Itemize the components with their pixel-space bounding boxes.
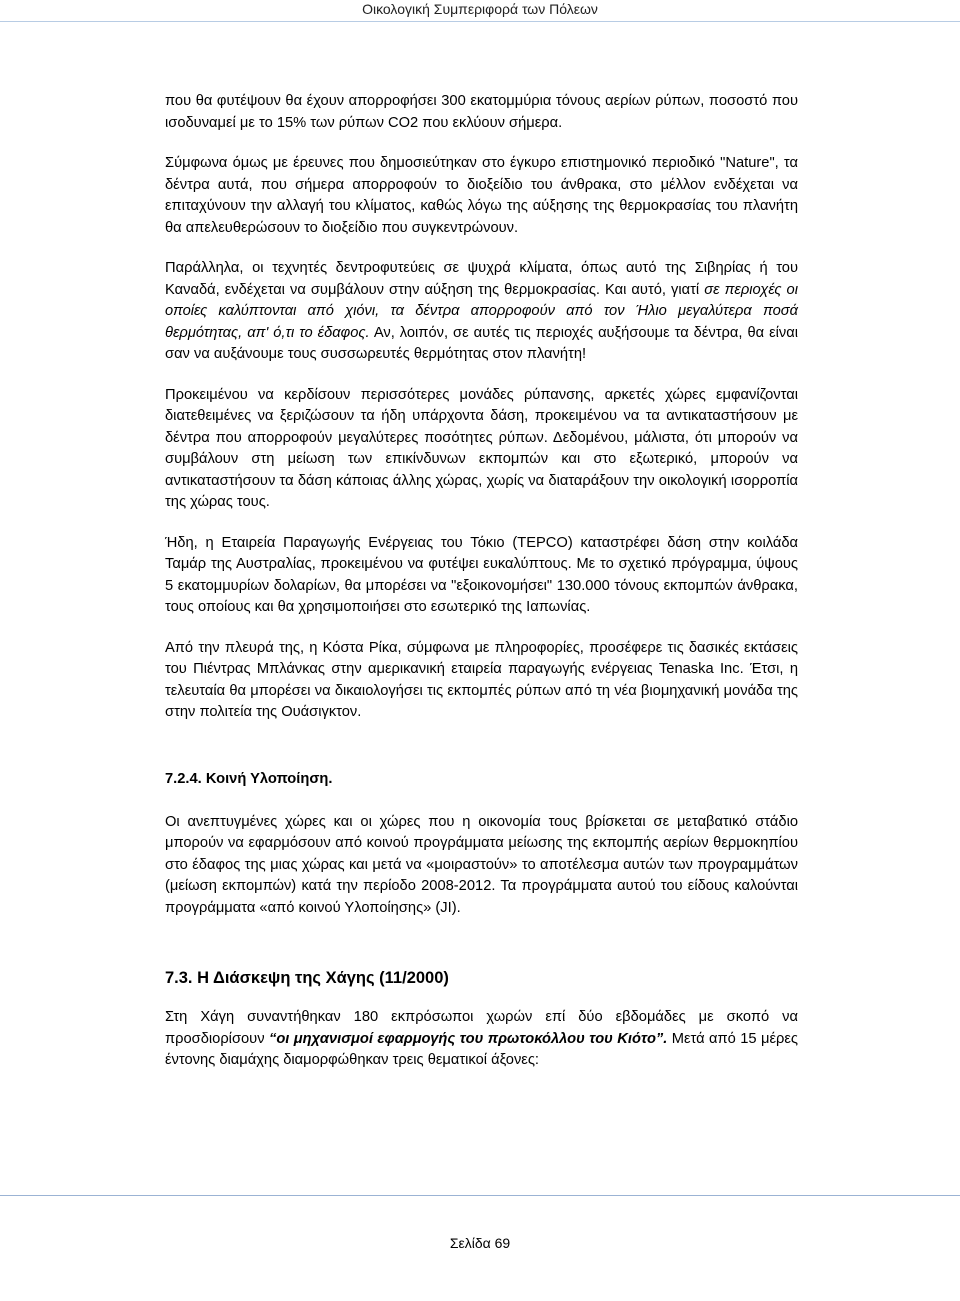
paragraph-1: που θα φυτέψουν θα έχουν απορροφήσει 300 εκατομμύρια τόνους αερίων ρύπων, ποσοστό που ισοδυναμεί με το 15% των ρύπων CO2 που εκλύουν σήμερα.	[165, 93, 798, 131]
paragraph-6: Από την πλευρά της, η Κόστα Ρίκα, σύμφωνα με πληροφορίες, προσέφερε τις δασικές εκτάσεις του Πιέντρας Μπλάνκας στην αμερικανική εταιρεία παραγωγής ενέργειας Tenaska Inc. Έτσι, η τελευταία θα μπορέσει να δικαιολογήσει τις εκπομπές ρύπων από τη νέα βιομηχανική μονάδα της στην πολιτεία της Ουάσιγκτον.	[165, 639, 798, 720]
paragraph-2: Σύμφωνα όμως με έρευνες που δημοσιεύτηκαν στο έγκυρο επιστημονικό περιοδικό "Nature", τα δέντρα αυτά, που σήμερα απορροφούν το διοξείδιο του άνθρακα, στο μέλλον ενδέχεται να επιταχύνουν την αλλαγή του κλίματος, καθώς λόγω της αύξησης της θερμοκρασίας του πλανήτη θα απελευθερώσουν το διοξείδιο που συγκεντρώνουν.	[165, 155, 798, 236]
section-heading-7-2-4: 7.2.4. Κοινή Υλοποίηση.	[165, 770, 333, 787]
section-7-2-4-body: Οι ανεπτυγμένες χώρες και οι χώρες που η οικονομία τους βρίσκεται σε μεταβατικό στάδιο μπορούν να εφαρμόσουν από κοινού προγράμματα μείωσης της εκπομπής αερίων θερμοκηπίου στο έδαφος της μιας χώρας και μετά να «μοιραστούν» το αποτέλεσμα αυτών των προγραμμάτων (μείωση εκπομπών) κατά την περίοδο 2008-2012. Τα προγράμματα αυτού του είδους καλούνται προγράμματα «από κοινού Υλοποίησης» (JI).	[165, 813, 798, 916]
section-7-3-emphasis: “οι μηχανισμοί εφαρμογής του πρωτοκόλλου του Κιότο”.	[268, 1030, 668, 1047]
section-7-3-body	[165, 1007, 798, 1072]
paragraph-5: Ήδη, η Εταιρεία Παραγωγής Ενέργειας του Τόκιο (TEPCO) καταστρέφει δάση στην κοιλάδα Ταμάρ της Αυστραλίας, προκειμένου να φυτέψει ευκαλύπτους. Με το σχετικό πρόγραμμα, ύψους 5 εκατομμυρίων δολαρίων, θα μπορέσει να "εξοικονομήσει" 130.000 τόνους εκπομπών άνθρακα, τους οποίους και θα χρησιμοποιήσει στο εσωτερικό της Ιαπωνίας.	[165, 534, 798, 615]
paragraph-4: Προκειμένου να κερδίσουν περισσότερες μονάδες ρύπανσης, αρκετές χώρες εμφανίζονται διατεθειμένες να ξεριζώσουν τα ήδη υπάρχοντα δάση, προκειμένου να τα αντικαταστήσουν με δέντρα που απορροφούν μεγαλύτερες ποσότητες ρύπων. Δεδομένου, μάλιστα, ότι μπορούν να συμβάλουν στη μείωση των επικίνδυνων εκπομπών και στο εξωτερικό, μπορούν να αντικαταστήσουν τα δάση κάποιας άλλης χώρας, χωρίς να διαταράξουν την οικολογική ισορροπία της χώρας τους.	[165, 386, 798, 510]
paragraph-3-italic: σε περιοχές οι οποίες καλύπτονται από χιόνι, τα δέντρα απορροφούν από τον Ήλιο μεγαλύτερα ποσά θερμότητας, απ' ό,τι το έδαφος.	[165, 281, 798, 341]
document-body	[165, 91, 798, 1091]
header-divider	[0, 21, 960, 22]
paragraph-3	[165, 258, 798, 366]
footer-divider	[0, 1195, 960, 1196]
running-header: Οικολογική Συμπεριφορά των Πόλεων	[362, 1, 598, 17]
section-7-3-text-a: Στη Χάγη συναντήθηκαν 180 εκπρόσωποι χωρών επί δύο εβδομάδες με σκοπό να προσδιορίσουν	[165, 1009, 798, 1047]
paragraph-3-text-b: Αν, λοιπόν, σε αυτές τις περιοχές αυξήσουμε τα δέντρα, θα είναι σαν να αυξάνουμε τους συσσωρευτές θερμότητας στον πλανήτη!	[165, 324, 798, 362]
page-number: Σελίδα 69	[449, 1235, 511, 1251]
section-heading-7-3: 7.3. Η Διάσκεψη της Χάγης (11/2000)	[165, 969, 449, 987]
section-7-3-text-b: Μετά από 15 μέρες έντονης διαμάχης διαμορφώθηκαν τρεις θεματικοί άξονες:	[165, 1030, 798, 1068]
paragraph-3-text-a: Παράλληλα, οι τεχνητές δεντροφυτεύεις σε ψυχρά κλίματα, όπως αυτό της Σιβηρίας ή του Καναδά, ενδέχεται να συμβάλουν στην αύξηση της θερμοκρασίας. Και αυτό, γιατί	[165, 260, 798, 298]
